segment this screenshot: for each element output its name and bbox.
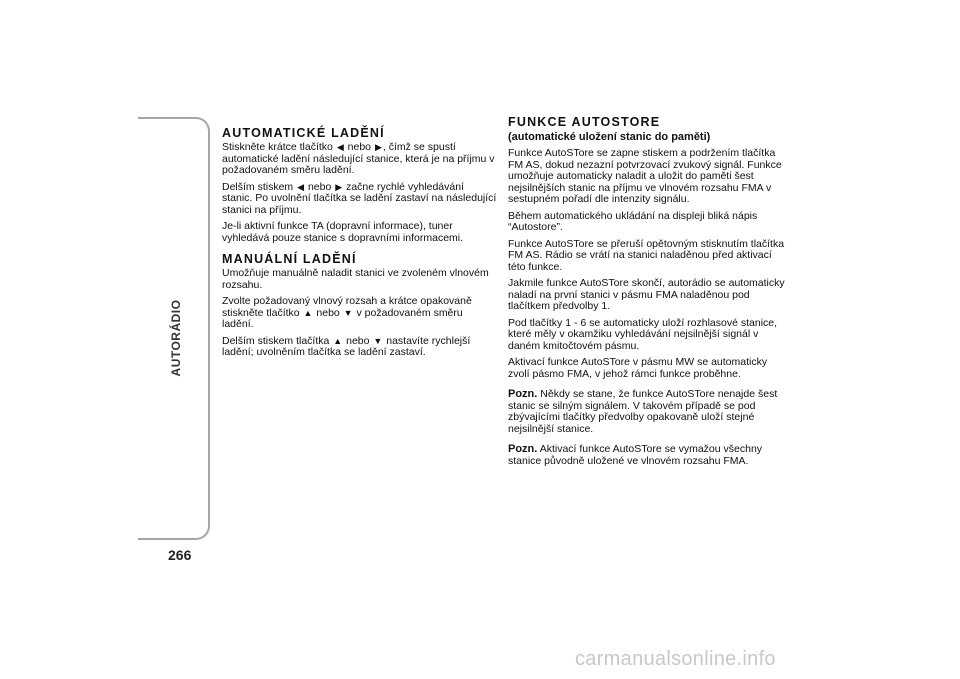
autostore-paragraph-5: Pod tlačítky 1 - 6 se automaticky uloží rozhlasové stanice, které měly v okamžiku vyhledávání nejsilnější signál v daném kmitočtovém pásmu. xyxy=(508,316,778,352)
autostore-paragraph-6: Aktivací funkce AutoSTore v pásmu MW se automaticky zvolí pásmo FMA, v jehož rámci funkce proběhne. xyxy=(508,356,768,380)
right-arrow-icon: ▶ xyxy=(335,181,343,192)
text-span: Stiskněte krátce tlačítko xyxy=(222,141,333,153)
text-span: , čímž se spustí automatické ladění následující stanice, která je na příjmu v požadovaném směru ladění. xyxy=(222,141,495,176)
text-span: nebo xyxy=(347,141,372,153)
up-arrow-icon: ▲ xyxy=(303,307,313,318)
text-span: nebo xyxy=(346,334,370,347)
right-arrow-icon: ▶ xyxy=(374,142,382,152)
down-arrow-icon: ▼ xyxy=(373,335,383,346)
note-text: Někdy se stane, že funkce AutoSTore nenajde šest stanic se silným signálem. V takovém případě se pod zbývajícími tlačítky předvolby opakovaně uloží stejné nejsilnější stanice. xyxy=(508,388,778,435)
autostore-paragraph-2: Během automatického ukládání na displeji bliká nápis “Autostore”. xyxy=(508,209,758,233)
section-side-label: AUTORÁDIO xyxy=(169,299,183,377)
manual-tuning-paragraph-2 xyxy=(222,296,497,331)
right-column xyxy=(508,115,788,472)
note-2 xyxy=(508,444,788,467)
down-arrow-icon: ▼ xyxy=(343,307,353,318)
text-span: nebo xyxy=(307,180,332,193)
text-span: Delším stiskem tlačítka xyxy=(222,334,330,347)
auto-tuning-heading: AUTOMATICKÉ LADĚNÍ xyxy=(222,126,385,140)
autostore-subheading: (automatické uložení stanic do paměti) xyxy=(508,131,711,143)
site-watermark: carmanualsonline.info xyxy=(575,648,776,670)
autostore-paragraph-4: Jakmile funkce AutoSTore skončí, autorádio se automaticky naladí na první stanici v pásmu FMA naladěnou pod tlačítkem předvolby 1. xyxy=(508,277,785,312)
manual-tuning-paragraph-1: Umožňuje manuálně naladit stanici ve zvoleném vlnovém rozsahu. xyxy=(222,267,489,291)
note-label: Pozn. xyxy=(508,388,538,400)
autostore-heading: FUNKCE AUTOSTORE xyxy=(508,115,661,129)
left-arrow-icon: ◀ xyxy=(297,181,305,192)
auto-tuning-paragraph-3: Je-li aktivní funkce TA (dopravní informace), tuner vyhledává pouze stanice s dopravními informacemi. xyxy=(222,220,464,244)
up-arrow-icon: ▲ xyxy=(333,335,343,346)
text-span: nebo xyxy=(316,306,340,319)
auto-tuning-paragraph-2 xyxy=(222,182,497,217)
text-span: v požadovaném směru ladění. xyxy=(222,306,463,330)
auto-tuning-paragraph-1 xyxy=(222,142,497,177)
text-span: Delším stiskem xyxy=(222,180,294,193)
note-1 xyxy=(508,389,788,435)
text-span: nastavíte rychlejší ladění; uvolněním tlačítka se ladění zastaví. xyxy=(222,334,471,358)
text-span: Zvolte požadovaný vlnový rozsah a krátce opakovaně stiskněte tlačítko xyxy=(222,295,472,319)
left-column xyxy=(222,126,497,364)
manual-tuning-heading: MANUÁLNÍ LADĚNÍ xyxy=(222,252,357,266)
left-arrow-icon: ◀ xyxy=(336,142,344,152)
note-label: Pozn. xyxy=(508,443,538,455)
autostore-paragraph-1: Funkce AutoSTore se zapne stiskem a podržením tlačítka FM AS, dokud nezazní potvrzovací zvukový signál. Funkce umožňuje automaticky naladit a uložit do paměti šest nejsilnějších stanic na příjmu ve vlnovém rozsahu FMA v sestupném pořadí dle intenzity signálu. xyxy=(508,147,782,205)
note-text: Aktivací funkce AutoSTore se vymažou všechny stanice původně uložené ve vlnovém rozsahu FMA. xyxy=(508,443,763,467)
manual-tuning-paragraph-3 xyxy=(222,336,497,359)
autostore-paragraph-3: Funkce AutoSTore se přeruší opětovným stisknutím tlačítka FM AS. Rádio se vrátí na stanici naladěnou před aktivací této funkce. xyxy=(508,237,785,273)
text-span: začne rychlé vyhledávání stanic. Po uvolnění tlačítka se ladění zastaví na následující stanici na příjmu. xyxy=(222,180,497,216)
page-number: 266 xyxy=(168,547,192,563)
